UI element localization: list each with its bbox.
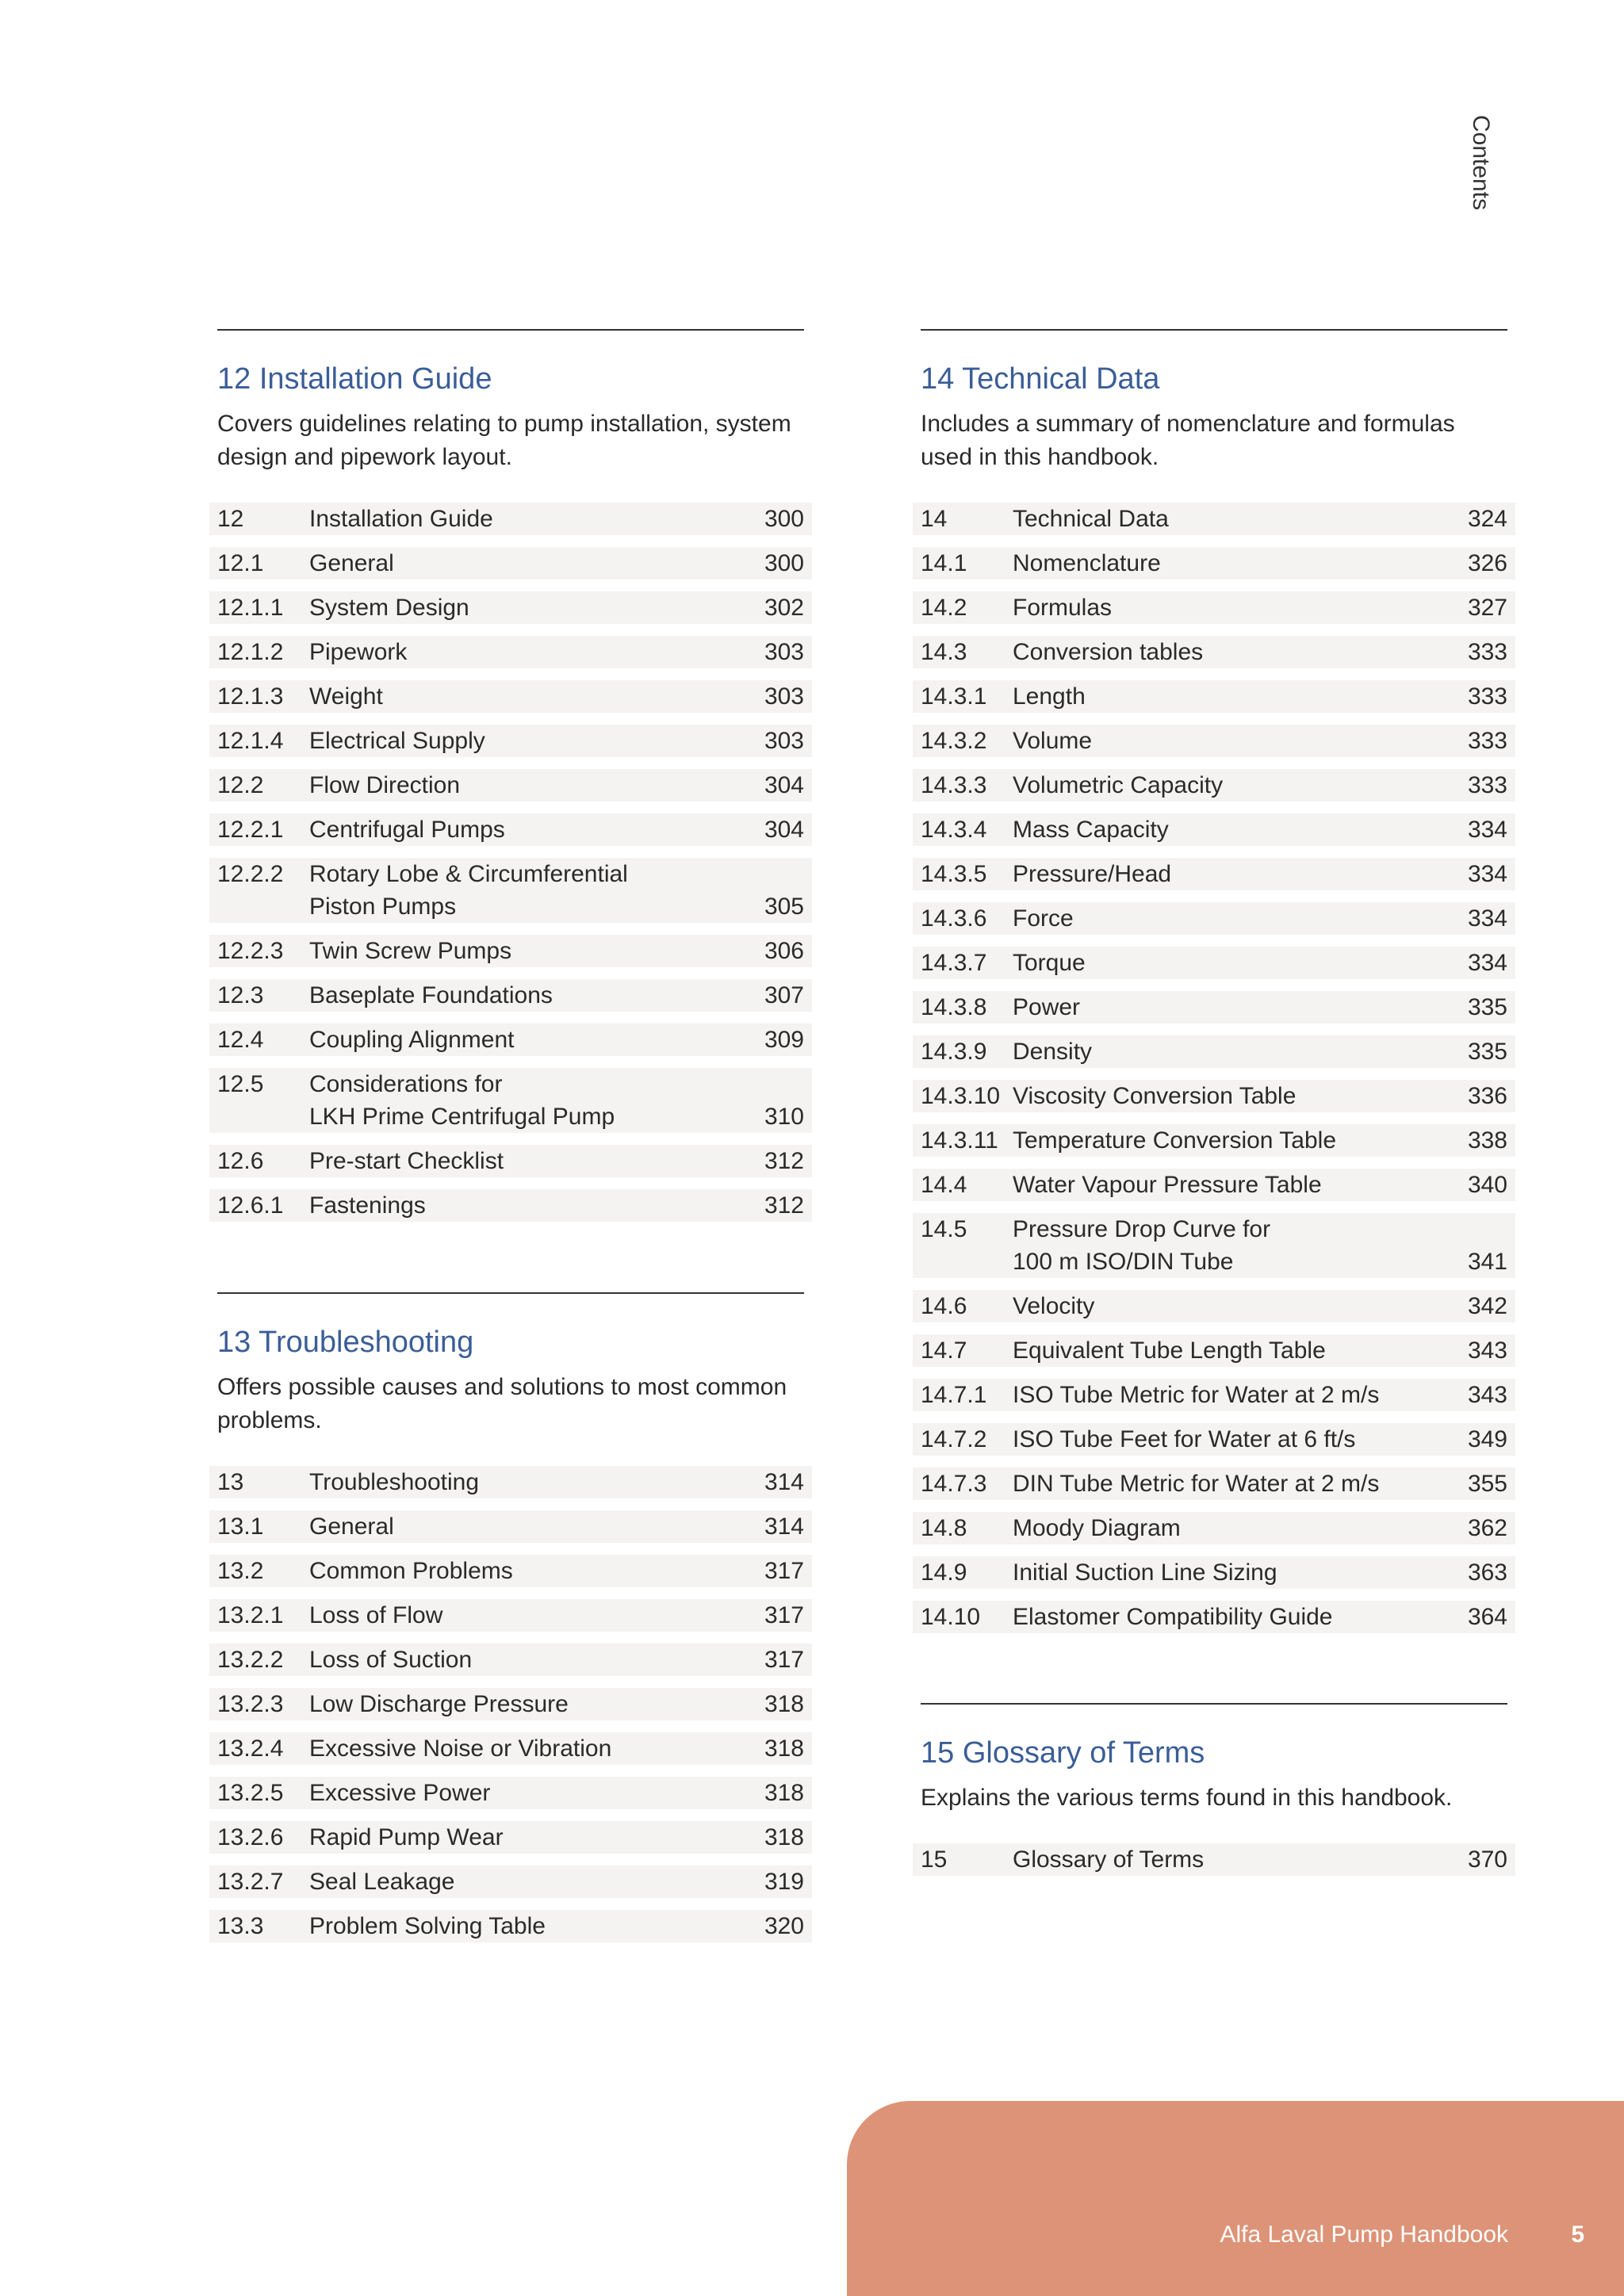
- toc-title: Formulas: [1013, 595, 1113, 621]
- toc-number: 13.2.2: [217, 1647, 284, 1673]
- toc-title: Seal Leakage: [309, 1869, 455, 1895]
- toc-page: 335: [1467, 994, 1507, 1020]
- toc-row[interactable]: [209, 1644, 812, 1676]
- toc-number: 12.2.1: [217, 817, 284, 843]
- toc-row[interactable]: [209, 503, 812, 535]
- toc-title: Density: [1013, 1039, 1093, 1065]
- toc-row[interactable]: [209, 1068, 812, 1133]
- toc-row[interactable]: [913, 1601, 1515, 1633]
- toc-title: Electrical Supply: [309, 728, 485, 754]
- toc-page: 317: [764, 1602, 804, 1628]
- toc-title: Elastomer Compatibility Guide: [1013, 1604, 1333, 1630]
- toc-title: Water Vapour Pressure Table: [1013, 1172, 1322, 1198]
- toc-page: 334: [1467, 817, 1507, 843]
- toc-title: Viscosity Conversion Table: [1013, 1083, 1297, 1109]
- toc-number: 14.3.3: [921, 772, 987, 798]
- section-troubleshooting: [217, 1292, 804, 1954]
- toc-page: 333: [1467, 683, 1507, 710]
- toc-number: 12.5: [217, 1071, 264, 1097]
- toc-row[interactable]: [913, 1379, 1515, 1411]
- toc-title: Problem Solving Table: [309, 1913, 546, 1939]
- toc-row[interactable]: [209, 813, 812, 846]
- toc-number: 14.7.1: [921, 1382, 987, 1408]
- toc-number: 12.1.4: [217, 728, 284, 754]
- toc-page: 303: [764, 639, 804, 665]
- toc-page: 304: [764, 772, 804, 798]
- toc-title: Technical Data: [1013, 506, 1169, 532]
- toc-row[interactable]: [913, 1468, 1515, 1500]
- section-title: 12 Installation Guide: [217, 362, 492, 396]
- toc-row[interactable]: [913, 902, 1515, 935]
- toc-page: 362: [1467, 1515, 1507, 1541]
- toc-title: Volume: [1013, 728, 1093, 754]
- section-description: Covers guidelines relating to pump installation, system design and pipework layout.: [217, 411, 791, 470]
- toc-list: [209, 503, 812, 1222]
- toc-number: 12.2.2: [217, 861, 284, 887]
- toc-page: 343: [1467, 1337, 1507, 1364]
- toc-title: DIN Tube Metric for Water at 2 m/s: [1013, 1471, 1380, 1497]
- toc-title: Baseplate Foundations: [309, 982, 553, 1008]
- toc-title: Low Discharge Pressure: [309, 1691, 569, 1717]
- toc-title: System Design: [309, 595, 469, 621]
- toc-page: 334: [1467, 861, 1507, 887]
- toc-row[interactable]: [913, 503, 1515, 535]
- toc-row[interactable]: [913, 1080, 1515, 1112]
- toc-row[interactable]: [913, 1169, 1515, 1201]
- toc-page: 326: [1467, 550, 1507, 576]
- toc-number: 14.3.10: [921, 1083, 1001, 1109]
- toc-number: 14.3.2: [921, 728, 987, 754]
- toc-number: 14.8: [921, 1515, 967, 1541]
- toc-title: Rotary Lobe & Circumferential Piston Pumps: [309, 861, 628, 920]
- toc-page: 319: [764, 1869, 804, 1895]
- toc-number: 12.3: [217, 982, 264, 1008]
- toc-number: 14.3.6: [921, 905, 987, 932]
- toc-number: 13.2.4: [217, 1735, 284, 1762]
- toc-number: 14.4: [921, 1172, 967, 1198]
- toc-number: 14.3.1: [921, 683, 987, 710]
- toc-page: 327: [1467, 595, 1507, 621]
- toc-row[interactable]: [209, 935, 812, 967]
- section-description: Explains the various terms found in this handbook.: [921, 1785, 1453, 1811]
- toc-title: Nomenclature: [1013, 550, 1161, 576]
- toc-title: Twin Screw Pumps: [309, 938, 512, 964]
- toc-title: Installation Guide: [309, 506, 493, 532]
- toc-title: Excessive Power: [309, 1780, 491, 1806]
- toc-row[interactable]: [209, 1189, 812, 1222]
- toc-page: 300: [764, 506, 804, 532]
- toc-page: 314: [764, 1469, 804, 1495]
- toc-title: Force: [1013, 905, 1074, 932]
- toc-page: 300: [764, 550, 804, 576]
- toc-number: 12: [217, 506, 244, 532]
- toc-title: Temperature Conversion Table: [1013, 1127, 1337, 1154]
- section-divider: [921, 329, 1507, 331]
- toc-page: 303: [764, 728, 804, 754]
- toc-number: 14.3.9: [921, 1039, 987, 1065]
- toc-page: 334: [1467, 950, 1507, 976]
- toc-number: 14.10: [921, 1604, 981, 1630]
- section-title: 14 Technical Data: [921, 362, 1160, 396]
- toc-page: 363: [1467, 1559, 1507, 1586]
- toc-page: 310: [764, 1104, 804, 1130]
- section-description: Offers possible causes and solutions to most common problems.: [217, 1374, 787, 1433]
- toc-row[interactable]: [209, 1777, 812, 1809]
- toc-row[interactable]: [209, 636, 812, 668]
- toc-row[interactable]: [913, 947, 1515, 979]
- toc-number: 14.3.11: [921, 1127, 998, 1154]
- toc-title: General: [309, 550, 394, 576]
- toc-page: 306: [764, 938, 804, 964]
- toc-page: 317: [764, 1647, 804, 1673]
- toc-row[interactable]: [913, 636, 1515, 668]
- toc-title: Power: [1013, 994, 1081, 1020]
- toc-title: Moody Diagram: [1013, 1515, 1181, 1541]
- footer-band: [847, 2101, 1624, 2296]
- toc-number: 14.3: [921, 639, 967, 665]
- toc-page: 338: [1467, 1127, 1507, 1154]
- toc-row[interactable]: [913, 1423, 1515, 1456]
- toc-page: 318: [764, 1691, 804, 1717]
- toc-number: 14.7: [921, 1337, 967, 1364]
- section-description: Includes a summary of nomenclature and formulas used in this handbook.: [921, 411, 1455, 470]
- toc-row[interactable]: [209, 858, 812, 923]
- toc-page: 314: [764, 1513, 804, 1540]
- toc-page: 340: [1467, 1172, 1507, 1198]
- toc-number: 12.1: [217, 550, 264, 576]
- toc-page: 318: [764, 1735, 804, 1762]
- toc-row[interactable]: [209, 547, 812, 580]
- toc-page: 334: [1467, 905, 1507, 932]
- toc-title: Equivalent Tube Length Table: [1013, 1337, 1326, 1364]
- toc-row[interactable]: [209, 725, 812, 757]
- toc-title: Pipework: [309, 639, 408, 665]
- section-glossary: [921, 1703, 1507, 1888]
- toc-row[interactable]: [913, 858, 1515, 890]
- toc-list: [209, 1466, 812, 1942]
- toc-title: Loss of Flow: [309, 1602, 443, 1628]
- toc-row[interactable]: [209, 1688, 812, 1720]
- toc-number: 14.7.2: [921, 1426, 987, 1452]
- toc-number: 14.5: [921, 1216, 967, 1242]
- toc-page: 370: [1467, 1846, 1507, 1873]
- toc-page: 309: [764, 1027, 804, 1053]
- toc-number: 12.1.2: [217, 639, 284, 665]
- toc-title: General: [309, 1513, 394, 1540]
- toc-number: 12.6: [217, 1148, 264, 1174]
- toc-page: 320: [764, 1913, 804, 1939]
- toc-title: Conversion tables: [1013, 639, 1204, 665]
- toc-row[interactable]: [209, 1732, 812, 1765]
- toc-title: Weight: [309, 683, 383, 710]
- section-divider: [921, 1703, 1507, 1705]
- section-installation-guide: [217, 329, 804, 1234]
- toc-title: Flow Direction: [309, 772, 461, 798]
- toc-page: 349: [1467, 1426, 1507, 1452]
- toc-page: 318: [764, 1824, 804, 1850]
- toc-row[interactable]: [913, 813, 1515, 846]
- toc-number: 15: [921, 1846, 948, 1873]
- toc-number: 14.3.5: [921, 861, 987, 887]
- toc-title: Pressure/Head: [1013, 861, 1172, 887]
- toc-number: 13.3: [217, 1913, 264, 1939]
- toc-title: Glossary of Terms: [1013, 1846, 1205, 1873]
- toc-page: 333: [1467, 728, 1507, 754]
- toc-title: Length: [1013, 683, 1086, 710]
- toc-title: Torque: [1013, 950, 1086, 976]
- section-divider: [217, 329, 804, 331]
- page-number: 5: [1571, 2221, 1584, 2248]
- toc-number: 14.3.7: [921, 950, 987, 976]
- toc-row[interactable]: [209, 680, 812, 713]
- toc-row[interactable]: [209, 1866, 812, 1898]
- toc-page: 312: [764, 1192, 804, 1219]
- toc-page: 343: [1467, 1382, 1507, 1408]
- toc-row[interactable]: [913, 591, 1515, 624]
- toc-page: 336: [1467, 1083, 1507, 1109]
- toc-row[interactable]: [913, 680, 1515, 713]
- toc-page: 335: [1467, 1039, 1507, 1065]
- toc-page: 324: [1467, 506, 1507, 532]
- toc-title: Rapid Pump Wear: [309, 1824, 504, 1850]
- toc-row[interactable]: [209, 769, 812, 802]
- toc-row[interactable]: [913, 1334, 1515, 1367]
- toc-row[interactable]: [913, 1213, 1515, 1278]
- toc-number: 12.4: [217, 1027, 264, 1053]
- toc-title: Excessive Noise or Vibration: [309, 1735, 612, 1762]
- toc-row[interactable]: [913, 1843, 1515, 1876]
- toc-number: 12.1.3: [217, 683, 284, 710]
- toc-row[interactable]: [209, 979, 812, 1012]
- toc-number: 14.9: [921, 1559, 967, 1586]
- toc-row[interactable]: [209, 1555, 812, 1587]
- toc-title: Fastenings: [309, 1192, 426, 1219]
- toc-page: 318: [764, 1780, 804, 1806]
- toc-row[interactable]: [209, 1599, 812, 1632]
- toc-number: 14.3.4: [921, 817, 987, 843]
- toc-row[interactable]: [913, 1290, 1515, 1322]
- toc-number: 13.2.5: [217, 1780, 284, 1806]
- toc-title: Velocity: [1013, 1293, 1095, 1319]
- toc-title: Volumetric Capacity: [1013, 772, 1224, 798]
- section-technical-data: [921, 329, 1507, 1645]
- contents-side-label: Contents: [1468, 115, 1494, 211]
- toc-list: [913, 503, 1515, 1633]
- toc-row[interactable]: [913, 1556, 1515, 1589]
- toc-page: 303: [764, 683, 804, 710]
- toc-row[interactable]: [913, 991, 1515, 1024]
- toc-title: Initial Suction Line Sizing: [1013, 1559, 1277, 1586]
- footer-title: Alfa Laval Pump Handbook: [1220, 2221, 1508, 2248]
- section-title: 15 Glossary of Terms: [921, 1736, 1205, 1770]
- toc-number: 12.2: [217, 772, 264, 798]
- toc-row[interactable]: [209, 1910, 812, 1942]
- toc-page: 317: [764, 1558, 804, 1584]
- toc-title: Loss of Suction: [309, 1647, 473, 1673]
- toc-page: 341: [1467, 1249, 1507, 1275]
- toc-title: Considerations for LKH Prime Centrifugal Pump: [309, 1071, 615, 1130]
- toc-row[interactable]: [913, 1035, 1515, 1068]
- toc-number: 13.2.3: [217, 1691, 284, 1717]
- toc-row[interactable]: [913, 725, 1515, 757]
- toc-number: 13.1: [217, 1513, 264, 1540]
- toc-number: 12.6.1: [217, 1192, 284, 1219]
- toc-number: 13.2.6: [217, 1824, 284, 1850]
- toc-page: 312: [764, 1148, 804, 1174]
- toc-title: Centrifugal Pumps: [309, 817, 505, 843]
- toc-page: 302: [764, 595, 804, 621]
- toc-page: 355: [1467, 1471, 1507, 1497]
- toc-number: 12.2.3: [217, 938, 284, 964]
- toc-page: 307: [764, 982, 804, 1008]
- toc-row[interactable]: [209, 1510, 812, 1543]
- toc-row[interactable]: [209, 1145, 812, 1177]
- toc-row[interactable]: [209, 591, 812, 624]
- toc-title: Troubleshooting: [309, 1469, 480, 1495]
- toc-number: 14: [921, 506, 948, 532]
- toc-page: 304: [764, 817, 804, 843]
- toc-title: ISO Tube Metric for Water at 2 m/s: [1013, 1382, 1380, 1408]
- toc-number: 12.1.1: [217, 595, 284, 621]
- toc-number: 13.2.1: [217, 1602, 284, 1628]
- toc-row[interactable]: [209, 1821, 812, 1854]
- toc-number: 14.1: [921, 550, 967, 576]
- toc-title: Common Problems: [309, 1558, 513, 1584]
- toc-row[interactable]: [209, 1024, 812, 1056]
- toc-title: Pre-start Checklist: [309, 1148, 504, 1174]
- section-divider: [217, 1292, 804, 1294]
- toc-title: Mass Capacity: [1013, 817, 1169, 843]
- toc-row[interactable]: [913, 769, 1515, 802]
- toc-row[interactable]: [913, 1124, 1515, 1157]
- toc-number: 13.2.7: [217, 1869, 284, 1895]
- toc-number: 13: [217, 1469, 244, 1495]
- toc-page: 342: [1467, 1293, 1507, 1319]
- toc-row[interactable]: [913, 547, 1515, 580]
- toc-number: 14.2: [921, 595, 967, 621]
- section-title: 13 Troubleshooting: [217, 1326, 474, 1359]
- toc-number: 14.7.3: [921, 1471, 987, 1497]
- toc-page: 364: [1467, 1604, 1507, 1630]
- toc-page: 333: [1467, 639, 1507, 665]
- toc-title: ISO Tube Feet for Water at 6 ft/s: [1013, 1426, 1356, 1452]
- toc-number: 13.2: [217, 1558, 264, 1584]
- toc-title: Coupling Alignment: [309, 1027, 515, 1053]
- toc-page: 333: [1467, 772, 1507, 798]
- toc-row[interactable]: [913, 1512, 1515, 1544]
- toc-page: 305: [764, 894, 804, 920]
- toc-number: 14.6: [921, 1293, 967, 1319]
- toc-number: 14.3.8: [921, 994, 987, 1020]
- toc-list: [913, 1843, 1515, 1876]
- toc-title: Pressure Drop Curve for 100 m ISO/DIN Tube: [1013, 1216, 1271, 1275]
- toc-row[interactable]: [209, 1466, 812, 1498]
